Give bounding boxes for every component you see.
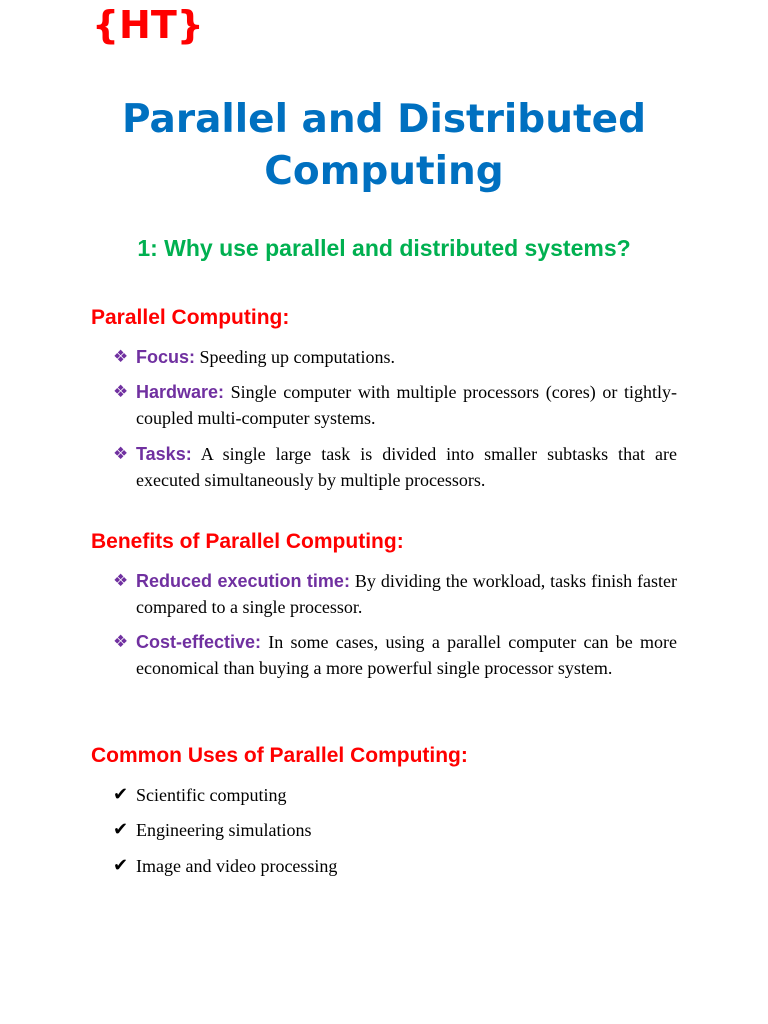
- item-term: Tasks:: [136, 444, 192, 464]
- list-item: [113, 379, 677, 431]
- item-text: Image and video processing: [136, 856, 338, 876]
- list-item: [113, 344, 677, 370]
- item-term: Cost-effective:: [136, 632, 262, 652]
- page-title: Parallel and Distributed Computing: [121, 97, 646, 194]
- section-heading-common-uses: Common Uses of Parallel Computing:: [91, 744, 468, 767]
- item-text: By dividing the workload, tasks finish faster compared to a single processor.: [136, 571, 678, 617]
- list-item: [113, 782, 286, 808]
- item-text: Speeding up computations.: [199, 347, 395, 367]
- item-term: Hardware:: [136, 382, 225, 402]
- list-item: [113, 629, 677, 681]
- section-heading-parallel-computing: Parallel Computing:: [91, 306, 290, 329]
- item-term: Reduced execution time:: [136, 571, 350, 591]
- section-heading-benefits: Benefits of Parallel Computing:: [91, 530, 404, 553]
- item-text: Scientific computing: [136, 785, 287, 805]
- diamond-bullet-icon: ❖: [113, 571, 129, 591]
- list-item: [113, 817, 311, 843]
- item-text: In some cases, using a parallel computer can be more economical than buying a more powerful single processor system.: [136, 632, 677, 678]
- item-text: Engineering simulations: [136, 820, 312, 840]
- diamond-bullet-icon: ❖: [113, 347, 129, 367]
- check-mark-icon: ✔: [113, 855, 129, 876]
- item-text: A single large task is divided into smaller subtasks that are executed simultaneously by multiple processors.: [136, 444, 677, 490]
- list-item: [113, 853, 337, 879]
- diamond-bullet-icon: ❖: [113, 632, 129, 652]
- logo: {HT}: [92, 3, 204, 47]
- check-mark-icon: ✔: [113, 819, 129, 840]
- item-term: Focus:: [136, 347, 196, 367]
- check-mark-icon: ✔: [113, 784, 129, 805]
- diamond-bullet-icon: ❖: [113, 444, 129, 464]
- diamond-bullet-icon: ❖: [113, 382, 129, 402]
- section-subtitle: 1: Why use parallel and distributed systems?: [137, 235, 631, 261]
- list-item: [113, 441, 677, 493]
- item-text: Single computer with multiple processors (cores) or tightly-coupled multi-computer systems.: [136, 382, 677, 428]
- list-item: [113, 568, 677, 620]
